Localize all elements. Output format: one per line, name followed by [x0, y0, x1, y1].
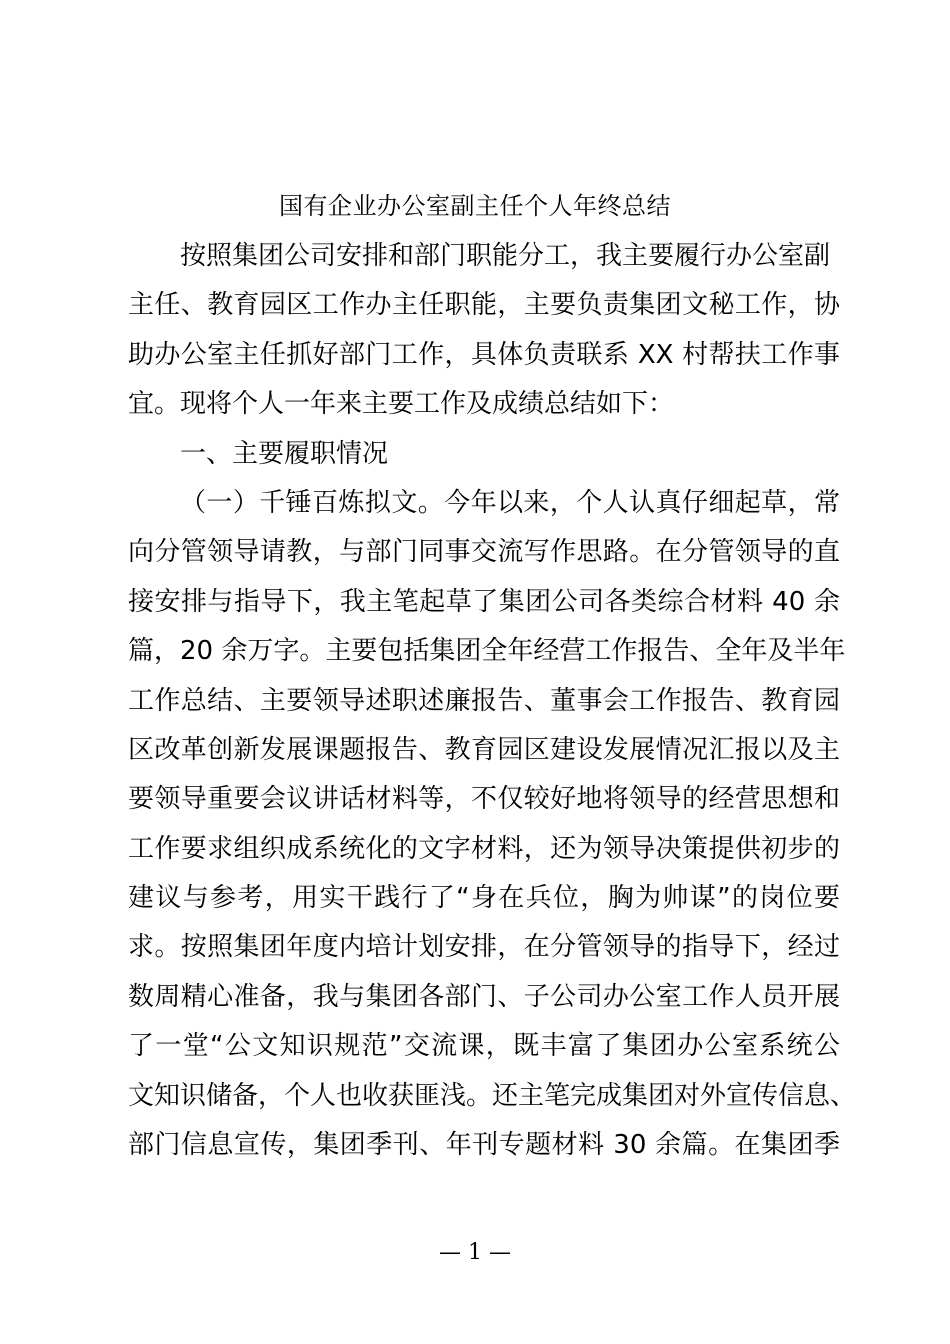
page-number: — 1 —	[439, 1240, 511, 1265]
paragraph-line: 要领导重要会议讲话材料等，不仅较好地将领导的经营思想和	[128, 784, 840, 815]
paragraph-line: 建议与参考，用实干践行了“身在兵位，胸为帅谋”的岗位要	[128, 883, 840, 914]
paragraph-line: 区改革创新发展课题报告、教育园区建设发展情况汇报以及主	[128, 734, 840, 765]
paragraph-line: 主任、教育园区工作办主任职能，主要负责集团文秘工作，协	[128, 290, 840, 321]
paragraph-line: 数周精心准备，我与集团各部门、子公司办公室工作人员开展	[128, 981, 840, 1012]
paragraph-line: 了一堂“公文知识规范”交流课，既丰富了集团办公室系统公	[128, 1031, 840, 1062]
document-body	[128, 232, 857, 1170]
paragraph-line: 按照集团公司安排和部门职能分工，我主要履行办公室副	[180, 241, 831, 271]
paragraph-line: 工作总结、主要领导述职述廉报告、董事会工作报告、教育园	[128, 685, 840, 716]
paragraph-line: 宜。现将个人一年来主要工作及成绩总结如下：	[128, 389, 675, 420]
paragraph-line: 文知识储备，个人也收获匪浅。还主笔完成集团对外宣传信息、	[128, 1080, 857, 1111]
paragraph-line: 篇，20 余万字。主要包括集团全年经营工作报告、全年及半年	[128, 636, 846, 667]
paragraph-line: 求。按照集团年度内培计划安排，在分管领导的指导下，经过	[128, 932, 840, 963]
paragraph-line: 工作要求组织成系统化的文字材料，还为领导决策提供初步的	[128, 833, 840, 864]
paragraph-line: 助办公室主任抓好部门工作，具体负责联系 XX 村帮扶工作事	[128, 339, 840, 370]
paragraph-line: 部门信息宣传，集团季刊、年刊专题材料 30 余篇。在集团季	[128, 1130, 840, 1161]
paragraph-line: （一）千锤百炼拟文。今年以来，个人认真仔细起草，常	[180, 487, 840, 518]
paragraph-line: 接安排与指导下，我主笔起草了集团公司各类综合材料 40 余	[128, 586, 840, 617]
section-heading: 一、主要履职情况	[180, 438, 389, 469]
document-title: 国有企业办公室副主任个人年终总结	[279, 192, 671, 220]
paragraph-line: 向分管领导请教，与部门同事交流写作思路。在分管领导的直	[128, 537, 840, 568]
